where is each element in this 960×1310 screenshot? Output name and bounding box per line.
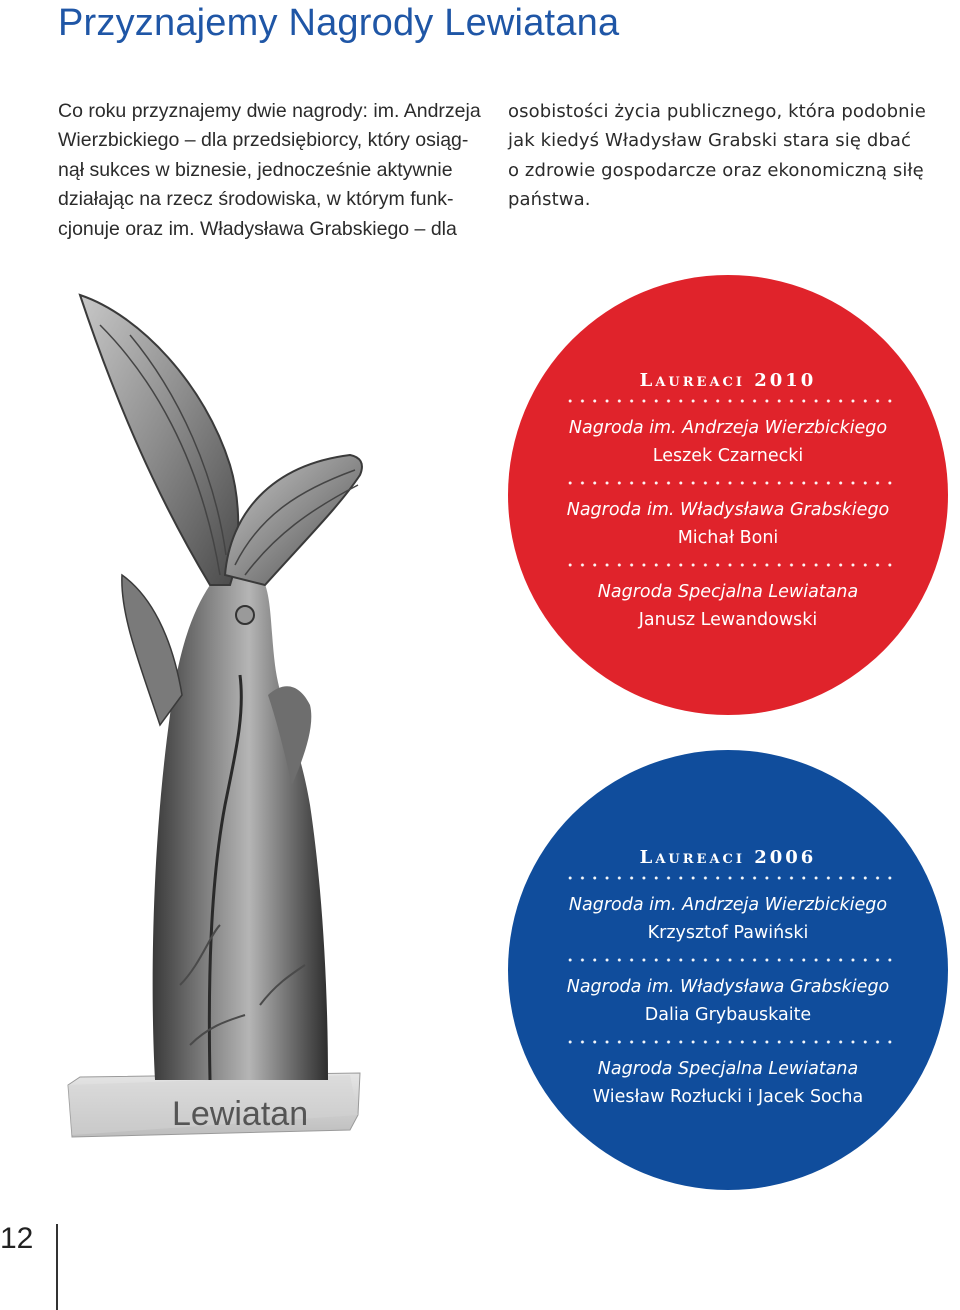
intro-line: państwa. xyxy=(508,189,591,211)
dotted-divider xyxy=(564,476,892,490)
award-name: Nagroda im. Władysława Grabskiego xyxy=(566,977,890,997)
award-statue-image xyxy=(60,285,370,1185)
intro-line: jak kiedyś Władysław Grabski stara się dbać xyxy=(508,130,912,152)
laureates-2010-circle xyxy=(508,275,948,715)
intro-line: nął sukces w biznesie, jednocześnie aktywnie xyxy=(58,158,453,181)
intro-line: Co roku przyznajemy dwie nagrody: im. Andrzeja xyxy=(58,100,481,122)
award-winner: Janusz Lewandowski xyxy=(638,610,818,630)
laureates-2010-heading: Laureaci 2010 xyxy=(639,370,817,391)
award-name: Nagroda Specjalna Lewiatana xyxy=(597,582,859,602)
award-winner: Krzysztof Pawiński xyxy=(647,923,809,943)
page-number-rule xyxy=(56,1224,58,1310)
award-name: Nagroda im. Andrzeja Wierzbickiego xyxy=(568,895,888,915)
award-name: Nagroda im. Andrzeja Wierzbickiego xyxy=(568,418,888,438)
page-title: Przyznajemy Nagrody Lewiatana xyxy=(58,2,620,44)
award-name: Nagroda Specjalna Lewiatana xyxy=(597,1059,859,1079)
dotted-divider xyxy=(564,871,892,885)
laureates-2006-list xyxy=(558,845,898,1117)
award-name: Nagroda im. Władysława Grabskiego xyxy=(566,500,890,520)
intro-line: działając na rzecz środowiska, w którym funk- xyxy=(58,188,454,211)
dotted-divider xyxy=(564,953,892,967)
intro-column-right xyxy=(508,97,938,215)
intro-line: osobistości życia publicznego, która podobnie xyxy=(508,101,926,122)
award-winner: Dalia Grybauskaite xyxy=(644,1005,812,1025)
laureates-2010-list xyxy=(558,368,898,640)
intro-line: o zdrowie gospodarcze oraz ekonomiczną siłę xyxy=(508,159,924,181)
dotted-divider xyxy=(564,558,892,572)
dotted-divider xyxy=(564,394,892,408)
dotted-divider xyxy=(564,1035,892,1049)
page-number: 12 xyxy=(0,1222,34,1255)
award-winner: Michał Boni xyxy=(677,528,779,548)
intro-line: cjonuje oraz im. Władysława Grabskiego – dla xyxy=(58,217,457,240)
statue-base-lettering: Lewiatan xyxy=(172,1095,309,1133)
intro-line: Wierzbickiego – dla przedsiębiorcy, który osiąg- xyxy=(58,129,469,152)
award-winner: Leszek Czarnecki xyxy=(652,446,804,466)
award-winner: Wiesław Rozłucki i Jacek Socha xyxy=(592,1087,864,1107)
laureates-2006-circle xyxy=(508,750,948,1190)
laureates-2006-heading: Laureaci 2006 xyxy=(639,847,817,868)
intro-column-left xyxy=(58,97,488,244)
